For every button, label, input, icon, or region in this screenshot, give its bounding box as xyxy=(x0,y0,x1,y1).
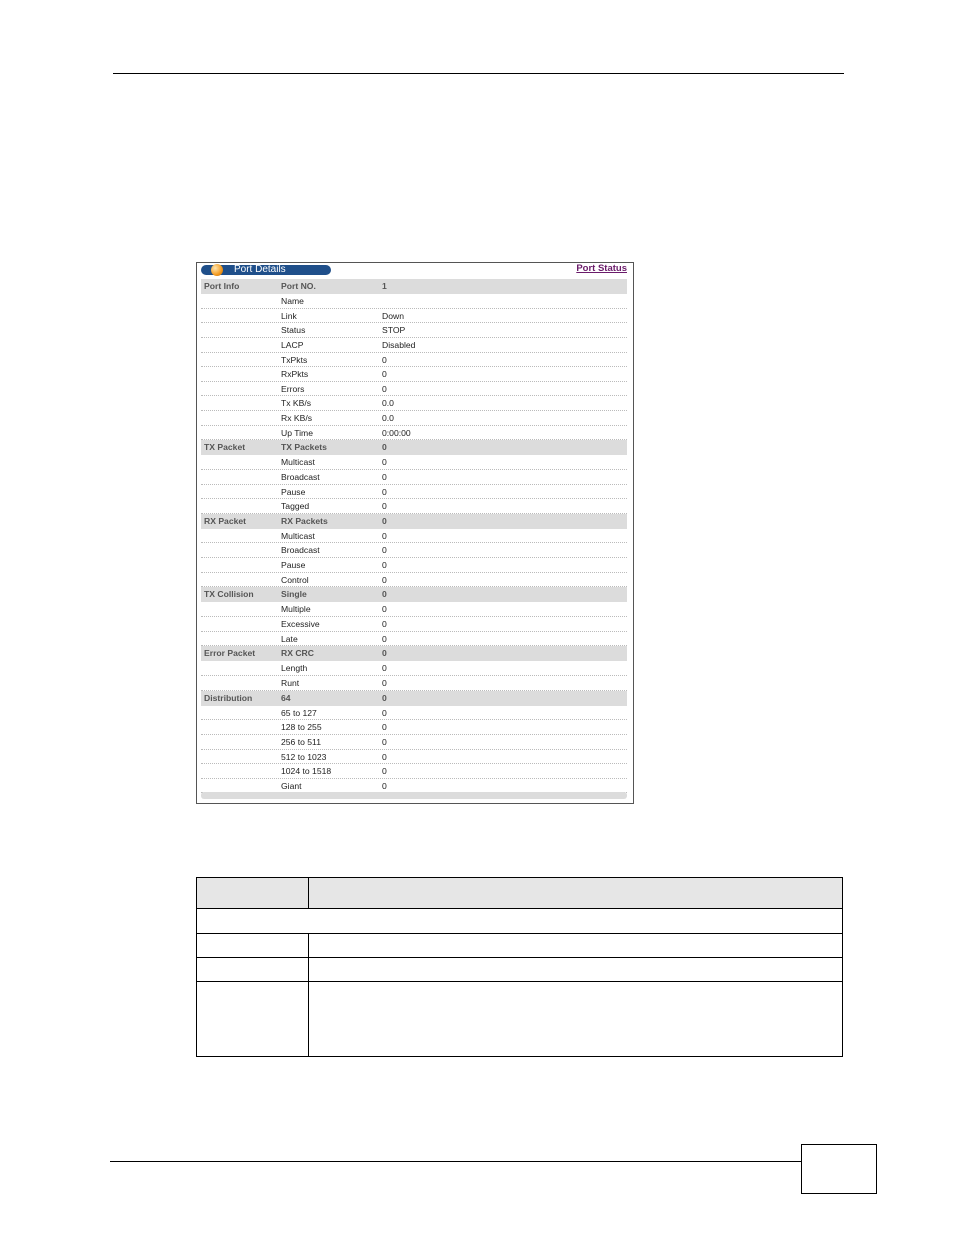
detail-row xyxy=(201,632,627,647)
table-cell xyxy=(197,934,309,958)
detail-row xyxy=(201,676,627,691)
field-label: Errors xyxy=(281,383,305,394)
detail-row xyxy=(201,485,627,500)
field-label: 256 to 511 xyxy=(281,736,321,747)
detail-row xyxy=(201,470,627,485)
panel-footer-band xyxy=(201,792,627,799)
field-value: 0 xyxy=(382,530,387,541)
detail-row xyxy=(201,455,627,470)
field-label: LACP xyxy=(281,339,304,350)
field-value: 0 xyxy=(382,751,387,762)
group-header-row xyxy=(201,279,627,294)
table-subheader-cell xyxy=(197,909,843,934)
table-header-cell xyxy=(197,878,309,909)
field-value: 0 xyxy=(382,545,387,556)
detail-row xyxy=(201,529,627,544)
field-label: Up Time xyxy=(281,427,313,438)
port-details-rows xyxy=(201,279,627,793)
field-value: 0 xyxy=(382,486,387,497)
field-value: 0 xyxy=(382,766,387,777)
group-header-row xyxy=(201,440,627,455)
field-value: 0 xyxy=(382,354,387,365)
field-value: 0.0 xyxy=(382,412,394,423)
field-label: 65 to 127 xyxy=(281,707,317,718)
field-label: 512 to 1023 xyxy=(281,751,327,762)
field-value: 0 xyxy=(382,780,387,791)
table-cell xyxy=(197,958,309,982)
field-value: 0 xyxy=(382,501,387,512)
table-row xyxy=(197,958,843,982)
table-cell xyxy=(197,982,309,1057)
field-label: Multiple xyxy=(281,604,311,615)
port-status-link[interactable]: Port Status xyxy=(576,263,627,274)
field-value: Disabled xyxy=(382,339,416,350)
field-label: Length xyxy=(281,663,308,674)
group-label: RX Packet xyxy=(204,515,247,526)
field-label: Multicast xyxy=(281,457,315,468)
detail-row xyxy=(201,309,627,324)
detail-row xyxy=(201,543,627,558)
field-label: Rx KB/s xyxy=(281,412,313,423)
field-value: 0 xyxy=(382,707,387,718)
field-value: 0 xyxy=(382,633,387,644)
field-label: Port NO. xyxy=(281,281,316,291)
field-label: RX CRC xyxy=(281,648,314,659)
detail-row xyxy=(201,750,627,765)
group-label: Port Info xyxy=(204,281,240,291)
field-label: RxPkts xyxy=(281,369,309,380)
detail-row xyxy=(201,382,627,397)
field-value: 0 xyxy=(382,369,387,380)
field-value: 0 xyxy=(382,383,387,394)
orb-icon xyxy=(211,264,223,276)
field-label: Link xyxy=(281,310,297,321)
field-label: Excessive xyxy=(281,619,320,630)
field-label: Runt xyxy=(281,678,300,688)
detail-row xyxy=(201,735,627,750)
table-cell xyxy=(309,982,843,1057)
field-label: Pause xyxy=(281,560,306,571)
detail-row xyxy=(201,499,627,514)
table-cell xyxy=(309,934,843,958)
footer-rule xyxy=(110,1161,802,1162)
detail-row xyxy=(201,367,627,382)
detail-row xyxy=(201,353,627,368)
field-label: Control xyxy=(281,574,309,585)
description-table xyxy=(196,877,843,1057)
group-header-row xyxy=(201,587,627,602)
group-label: Error Packet xyxy=(204,648,256,659)
detail-row xyxy=(201,294,627,309)
group-label: TX Packet xyxy=(204,442,246,453)
group-header-row xyxy=(201,691,627,706)
field-label: Status xyxy=(281,325,306,336)
table-subheader-row xyxy=(197,909,843,934)
field-value: 0.0 xyxy=(382,398,394,409)
field-value: 0 xyxy=(382,560,387,571)
field-label: Single xyxy=(281,589,307,600)
detail-row xyxy=(201,573,627,588)
field-value: 0 xyxy=(382,692,387,703)
field-label: 64 xyxy=(281,692,291,703)
table-row xyxy=(197,982,843,1057)
page-number-box xyxy=(801,1144,877,1194)
detail-row xyxy=(201,764,627,779)
group-header-row xyxy=(201,646,627,661)
field-value: Down xyxy=(382,310,404,321)
field-value: STOP xyxy=(382,325,406,336)
field-label: TX Packets xyxy=(281,442,327,453)
field-value: 0 xyxy=(382,471,387,482)
field-value: 0:00:00 xyxy=(382,427,411,438)
header-rule xyxy=(113,73,844,74)
port-details-screenshot xyxy=(196,262,634,804)
detail-row xyxy=(201,602,627,617)
table-cell xyxy=(309,958,843,982)
field-value: 0 xyxy=(382,722,387,733)
field-value: 0 xyxy=(382,457,387,468)
panel-title: Port Details xyxy=(234,264,286,275)
table-row xyxy=(197,934,843,958)
detail-row xyxy=(201,323,627,338)
field-label: 128 to 255 xyxy=(281,722,322,733)
field-value: 0 xyxy=(382,678,387,688)
field-value: 0 xyxy=(382,515,387,526)
field-value: 0 xyxy=(382,663,387,674)
detail-row xyxy=(201,558,627,573)
detail-row xyxy=(201,411,627,426)
table-header-row xyxy=(197,878,843,909)
detail-row xyxy=(201,396,627,411)
detail-row xyxy=(201,617,627,632)
field-value: 0 xyxy=(382,648,387,659)
field-label: 1024 to 1518 xyxy=(281,766,332,777)
field-label: Broadcast xyxy=(281,545,320,556)
field-label: Tx KB/s xyxy=(281,398,312,409)
group-label: Distribution xyxy=(204,692,253,703)
group-header-row xyxy=(201,514,627,529)
field-value: 1 xyxy=(382,281,387,291)
field-label: Broadcast xyxy=(281,471,320,482)
table-header-cell xyxy=(309,878,843,909)
detail-row xyxy=(201,706,627,721)
field-label: RX Packets xyxy=(281,515,328,526)
field-value: 0 xyxy=(382,589,387,600)
field-label: Multicast xyxy=(281,530,315,541)
field-label: Name xyxy=(281,296,304,307)
field-label: Pause xyxy=(281,486,306,497)
port-details-title-bar xyxy=(201,265,331,275)
field-label: Late xyxy=(281,633,298,644)
field-value: 0 xyxy=(382,736,387,747)
field-value: 0 xyxy=(382,619,387,630)
field-label: TxPkts xyxy=(281,354,308,365)
detail-row xyxy=(201,338,627,353)
field-label: Tagged xyxy=(281,501,310,512)
detail-row xyxy=(201,661,627,676)
detail-row xyxy=(201,426,627,441)
field-value: 0 xyxy=(382,442,387,453)
detail-row xyxy=(201,720,627,735)
field-label: Giant xyxy=(281,780,302,791)
field-value: 0 xyxy=(382,574,387,585)
field-value: 0 xyxy=(382,604,387,615)
group-label: TX Collision xyxy=(204,589,254,600)
